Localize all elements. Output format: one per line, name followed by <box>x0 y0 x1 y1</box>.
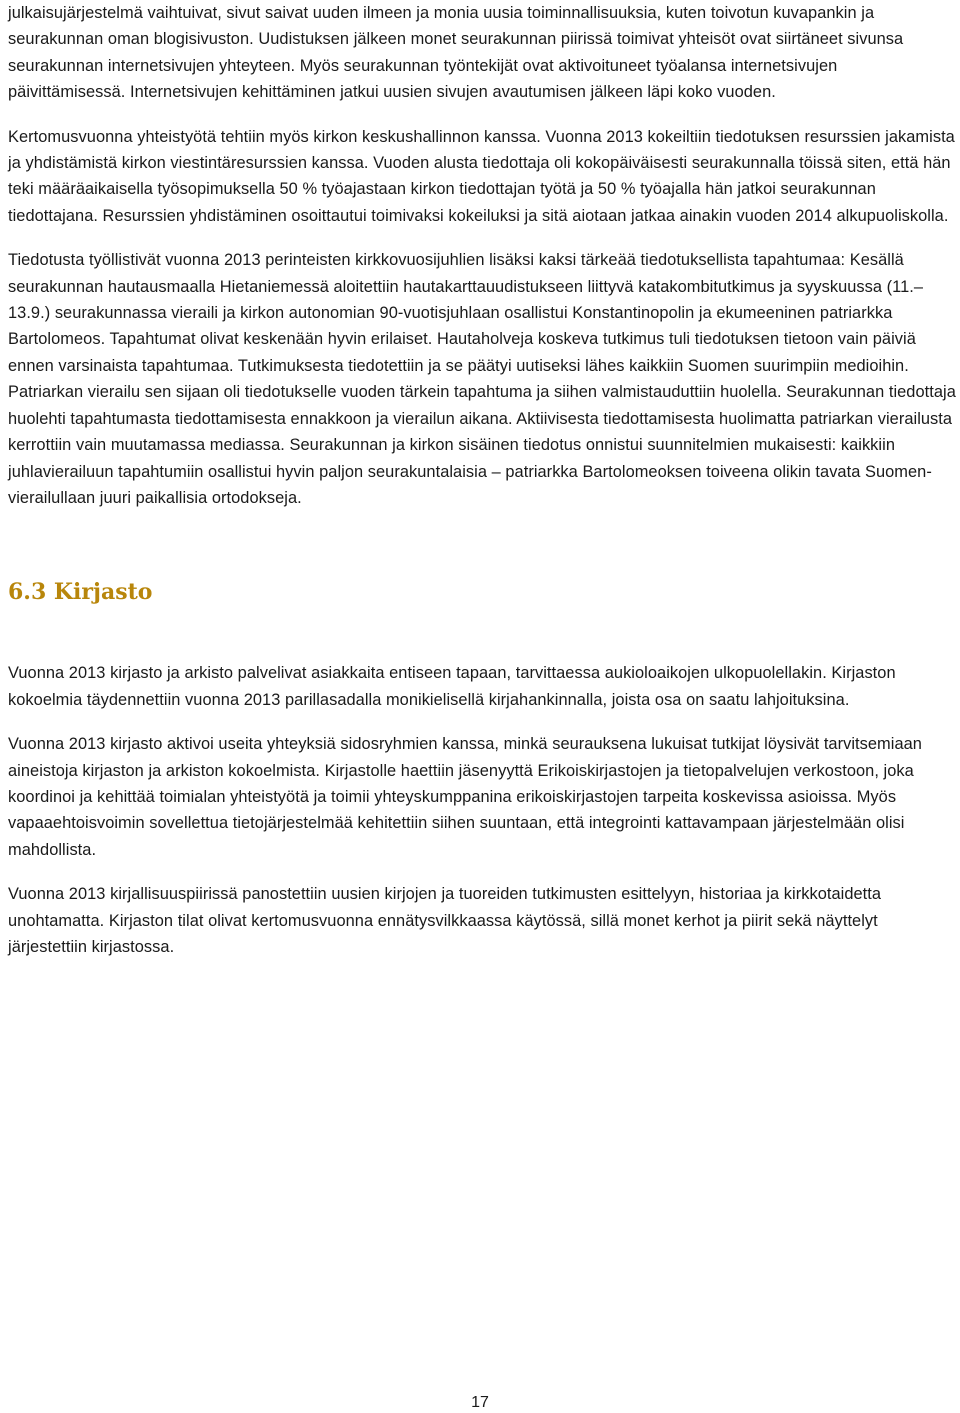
paragraph-communication-events: Tiedotusta työllistivät vuonna 2013 perinteisten kirkkovuosijuhlien lisäksi kaksi tärkeää tiedotuksellista tapahtumaa: Kesällä seurakunnan hautausmaalla Hietaniemessä aloitettiin hautakarttauudistukseen liittyvä katakombitutkimus ja syyskuussa (11.–13.9.) seurakunnassa vieraili ja kirkon autonomian 90-vuotisjuhlaan osallistui Konstantinopolin ja ekumeeninen patriarkka Bartolomeos. Tapahtumat olivat keskenään hyvin erilaiset. Hautaholveja koskeva tutkimus tuli tiedotuksen tietoon vain päiviä ennen varsinaista tapahtumaa. Tutkimuksesta tiedotettiin ja se päätyi uutiseksi lähes kaikkiin Suomen suurimpiin medioihin. Patriarkan vierailu sen sijaan oli tiedotukselle vuoden tärkein tapahtuma ja siihen valmistauduttiin huolella. Seurakunnan tiedottaja huolehti tapahtumasta tiedottamisesta ennakkoon ja vierailun aikana. Aktiivisesta tiedottamisesta huolimatta patriarkan vierailusta kerrottiin vain muutamassa mediassa. Seurakunnan ja kirkon sisäinen tiedotus onnistui suunnitelmien mukaisesti: kaikkiin juhlavierailuun tapahtumiin osallistui hyvin paljon seurakuntalaisia – patriarkka Bartolomeoksen toiveena olikin tavata Suomen-vierailullaan juuri paikallisia ortodokseja. <box>8 251 956 507</box>
paragraph-library-networks: Vuonna 2013 kirjasto aktivoi useita yhteyksiä sidosryhmien kanssa, minkä seurauksena lukuisat tutkijat löysivät tarvitsemiaan aineistoja kirjaston ja arkiston kokoelmista. Kirjastolle haettiin jäsenyyttä Erikoiskirjastojen ja tietopalvelujen verkostoon, joka koordinoi ja kehittää toimialan yhteistyötä ja toimii yhteyskumppanina erikoiskirjastojen tarpeita koskevissa asioissa. Myös vapaaehtoisvoimin sovellettua tietojärjestelmää kehitettiin siihen suuntaan, että integrointi kattavampaan järjestelmään olisi mahdollista. <box>8 735 922 859</box>
paragraph-cooperation-central-administration: Kertomusvuonna yhteistyötä tehtiin myös kirkon keskushallinnon kanssa. Vuonna 2013 kokeiltiin tiedotuksen resurssien jakamista ja yhdistämistä kirkon viestintäresurssien kanssa. Vuoden alusta tiedottaja oli kokopäiväisesti seurakunnalla töissä siten, että hän teki määräaikaisella työsopimuksella 50 % työajastaan kirkon tiedottajan työtä ja 50 % työajalla hän jatkoi seurakunnan tiedottajana. Resurssien yhdistäminen osoittautui toimivaksi kokeiluksi ja sitä aiotaan jatkaa ainakin vuoden 2014 alkupuoliskolla. <box>8 127 955 225</box>
section-heading-library: 6.3 Kirjasto <box>8 579 153 606</box>
paragraph-library-services: Vuonna 2013 kirjasto ja arkisto palvelivat asiakkaita entiseen tapaan, tarvittaessa aukioloaikojen ulkopuolellakin. Kirjaston kokoelmia täydennettiin vuonna 2013 parillasadalla monikielisellä kirjahankinnalla, joista osa on saatu lahjoituksina. <box>8 664 896 709</box>
paragraph-literature-circle: Vuonna 2013 kirjallisuuspiirissä panostettiin uusien kirjojen ja tuoreiden tutkimusten esittelyyn, historiaa ja kirkkotaidetta unohtamatta. Kirjaston tilat olivat kertomusvuonna ennätysvilkkaassa käytössä, sillä monet kerhot ja piirit sekä näyttelyt järjestettiin kirjastossa. <box>8 885 882 956</box>
paragraph-website-renewal: julkaisujärjestelmä vaihtuivat, sivut saivat uuden ilmeen ja monia uusia toiminnallisuuksia, kuten toivotun kuvapankin ja seurakunnan oman blogisivuston. Uudistuksen jälkeen monet seurakunnan piirissä toimivat yhteisöt ovat siirtäneet sivunsa seurakunnan internetsivujen yhteyteen. Myös seurakunnan työntekijät ovat aktivoituneet työalansa internetsivujen päivittämisessä. Internetsivujen kehittäminen jatkui uusien sivujen avautumisen jälkeen läpi koko vuoden. <box>8 4 904 102</box>
page-number: 17 <box>471 1394 489 1411</box>
page-content <box>8 0 956 960</box>
